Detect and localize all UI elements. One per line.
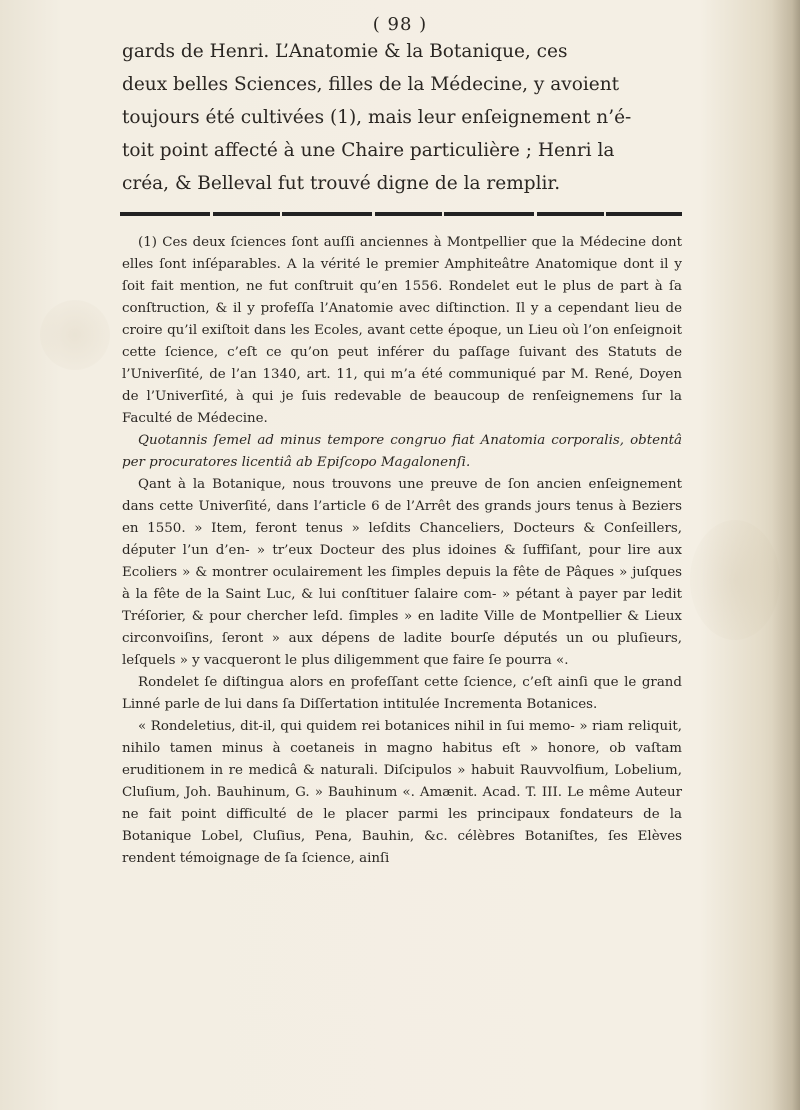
paper-stain xyxy=(690,520,780,640)
paper-stain xyxy=(40,300,110,370)
footnote-paragraph: Rondelet ſe diſtingua alors en profeſſant cette ſcience, c’eſt ainſi que le grand Linné parle de lui dans ſa Diſſertation intitulée Incrementa Botanices. xyxy=(122,675,682,712)
main-line: toit point affecté à une Chaire particulière ; Henri la xyxy=(122,140,615,161)
page-number: ( 98 ) xyxy=(372,14,428,35)
footnote-paragraph: (1) Ces deux ſciences ſont auſſi anciennes à Montpellier que la Médecine dont elles ſont inſéparables. A la vérité le premier Amphiteâtre Anatomique dont il y ſoit fait mention, ne fut conſtruit qu’en 1556. Rondelet eut le plus de part à ſa conſtruction, & il y profeſſa l’Anatomie avec diſtinction. Il y a cependant lieu de croire qu’il exiſtoit dans les Ecoles, avant cette époque, un Lieu où l’on enſeignoit cette ſcience, c’eſt ce qu’on peut inférer du paſſage ſuivant des Statuts de l’Univerſité, de l’an 1340, art. 11, qui m’a été communiqué par M. René, Doyen de l’Univerſité, à qui je ſuis redevable de beaucoup de renſeignemens ſur la Faculté de Médecine. xyxy=(122,235,682,426)
main-line: deux belles Sciences, filles de la Médecine, y avoient xyxy=(122,74,620,95)
main-text xyxy=(122,35,682,200)
footnote-paragraph: « Rondeletius, dit-il, qui quidem rei botanices nihil in ſui memo- » riam reliquit, nihilo tamen minus à coetaneis in magno habitus eſt » honore, ob vaſtam eruditionem in re medicâ & naturali. Diſcipulos » habuit Rauvvolfium, Lobelium, Cluſium, Joh. Bauhinum, G. » Bauhinum «. Amænit. Acad. T. III. Le même Auteur ne fait point difficulté de le placer parmi les principaux fondateurs de la Botanique Lobel, Cluſius, Pena, Bauhin, &c. célèbres Botaniſtes, ſes Elèves rendent témoignage de ſa ſcience, ainſi xyxy=(122,719,682,866)
main-line: toujours été cultivées (1), mais leur enſeignement n’é- xyxy=(122,107,632,128)
footnote xyxy=(122,232,682,870)
footnote-latin-quote: Quotannis ſemel ad minus tempore congruo fiat Anatomia corporalis, obtentâ per procuratores licentiâ ab Epiſcopo Magalonenſi. xyxy=(122,433,682,470)
footnote-separator-rule xyxy=(120,212,682,216)
main-line: gards de Henri. L’Anatomie & la Botanique, ces xyxy=(122,41,568,62)
footnote-paragraph: Qant à la Botanique, nous trouvons une preuve de ſon ancien enſeignement dans cette Univerſité, dans l’article 6 de l’Arrêt des grands jours tenus à Beziers en 1550. » Item, feront tenus » leſdits Chanceliers, Docteurs & Conſeillers, députer l’un d’en- » tr’eux Docteur des plus idoines & ſuffiſant, pour lire aux Ecoliers » & montrer oculairement les ſimples depuis la fête de Pâques » juſques à la fête de la Saint Luc, & lui conſtituer ſalaire com- » pétant à payer par ledit Tréſorier, & pour chercher leſd. ſimples » en ladite Ville de Montpellier & Lieux circonvoiſins, ſeront » aux dépens de ladite bourſe députés un ou pluſieurs, leſquels » y vacqueront le plus diligemment que faire ſe pourra «. xyxy=(122,477,682,668)
main-line: créa, & Belleval fut trouvé digne de la remplir. xyxy=(122,173,561,194)
